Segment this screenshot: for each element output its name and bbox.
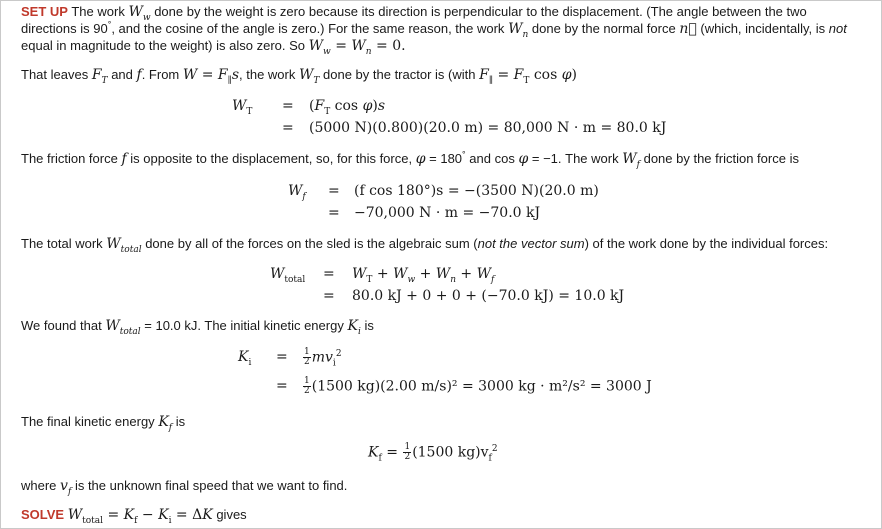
setup-line-1: SET UP The work $W_w$ done by the weight is zero because its direction is perpendicular to the displacement. (The angle between the two [21,4,807,23]
sub: T [246,106,253,117]
final-ke-intro: The final kinetic energy $K_f$ is [21,414,186,433]
text: is [364,318,374,333]
text: and [111,67,133,82]
equation-Kf: $K_f$ = $\frac{1}{2}$ (1500 $kg)v_f^2$ [368,442,498,464]
setup-line-2: directions is 90°, and the cosine of the angle is zero.) For the same reason, the work $W_n$ done by the normal force n⃗ (which, incidentally, is not [21,19,847,40]
text: directions is 90 [21,21,108,36]
equation-Wf-line-1: $W_f$ = (f cos 180°)s = −(3500 N)(20.0 m) [288,183,599,202]
equation-WT-rhs-2: (5000 N)(0.800)(20.0 m) = 80,000 N · m = 80.0 kJ [309,120,667,136]
equation-Wtotal-line-1: $W_{total}$ = $W_T + W_w + W_n + W_f$ [270,266,495,285]
equation-Wtotal-rhs-1: $W_T + W_w + W_n + W_f$ [352,266,495,285]
friction-intro: The friction force f is opposite to the displacement, so, for this force, φ = 180° and cos φ = −1. The work $W_f$ done by the friction force is [21,149,799,170]
text: , and the cosine of the angle is zero.) For the same reason, the work [111,21,505,36]
initial-ke-intro: We found that $W_{total} = 10.0$ kJ. The initial kinetic energy $K_i$ is [21,318,374,337]
text: ) of the work done by the individual forces: [584,236,829,251]
text: (which, incidentally, is [700,21,826,36]
equation-WT-rhs-1: ($F_T$ cos φ)s [309,98,386,117]
tractor-work-intro: That leaves $F_T$ and f. From $W = F_\parallel s$, the work $W_T$ done by the tractor is (with $F_\parallel = F_T$ cos φ) [21,67,578,86]
text: where [21,478,57,493]
text: done by all of the forces on the sled is the algebraic sum ( [145,236,478,251]
sub: total [120,244,142,255]
text: done by the friction force is [643,151,799,166]
text: gives [216,507,247,522]
text: and cos [469,151,515,166]
equation-Ki-rhs-2 [302,377,652,396]
emphasis-not: not [828,21,847,36]
mv: mv [311,349,333,366]
text: done by the weight is zero because its direction is perpendicular to the displacement. (The angle between the two [154,4,807,19]
solve-line: SOLVE $W_{total} = K_f - K_i = \Delta K$ gives [21,507,247,526]
text: = 10.0 kJ. The initial kinetic energy [144,318,344,333]
setup-label: SET UP [21,4,68,19]
kf-rest: (1500 kg)v [412,444,489,461]
text: = −1. The work [531,151,619,166]
frac-den: 2 [304,357,310,367]
text: is opposite to the displacement, so, for this force, [130,151,413,166]
frac-num: 1 [304,376,310,386]
text: is the unknown final speed that we want to find. [74,478,348,493]
frac-num: 1 [304,347,310,357]
unknown-speed-note: where $v_f$ is the unknown final speed that we want to find. [21,478,348,497]
text: , the work [239,67,296,82]
text: done by the tractor is (with [323,67,476,82]
text: The work [71,4,125,19]
frac-den: 2 [304,386,310,396]
equation-Ki-line-1: $K_i$ = $\frac{1}{2}$ $mv_i^2$ [238,347,342,369]
equation-Wf-rhs-2: −70,000 N · m = −70.0 kJ [354,205,541,221]
setup-line-3: equal in magnitude to the weight) is also zero. So $W_w = W_n = 0$. [21,38,406,57]
equation-Wf-rhs-1: (f cos 180°)s = −(3500 N)(20.0 m) [354,183,599,199]
equation-WT-line-1: $W_T$ = ($F_T$ cos φ)s [232,98,386,117]
text: equal in magnitude to the weight) is also zero. So [21,38,306,53]
text: The total work [21,236,103,251]
equation-Wtotal-rhs-2: 80.0 kJ + 0 + 0 + (−70.0 kJ) = 10.0 kJ [352,288,625,304]
total-work-intro: The total work $W_{total}$ done by all of the forces on the sled is the algebraic sum (not the vector sum) of the work done by the individual forces: [21,236,829,255]
equation-Ki-rhs-1: $\frac{1}{2}$ $mv_i^2$ [304,347,342,369]
text: We found that [21,318,102,333]
text: The friction force [21,151,118,166]
text: The final kinetic energy [21,414,155,429]
ki-value: (1500 kg)(2.00 m/s)² = 3000 kg · m²/s² = 3000 J [311,378,652,395]
emphasis: not the vector sum [477,236,585,251]
text: = 180 [429,151,463,166]
text: is [175,414,186,429]
frac-den: 2 [404,452,411,462]
text: That leaves [21,67,89,82]
text: . From [141,67,180,82]
solve-label: SOLVE [21,507,65,522]
text: done by the normal force [531,21,676,36]
frac-num: 1 [404,442,411,452]
